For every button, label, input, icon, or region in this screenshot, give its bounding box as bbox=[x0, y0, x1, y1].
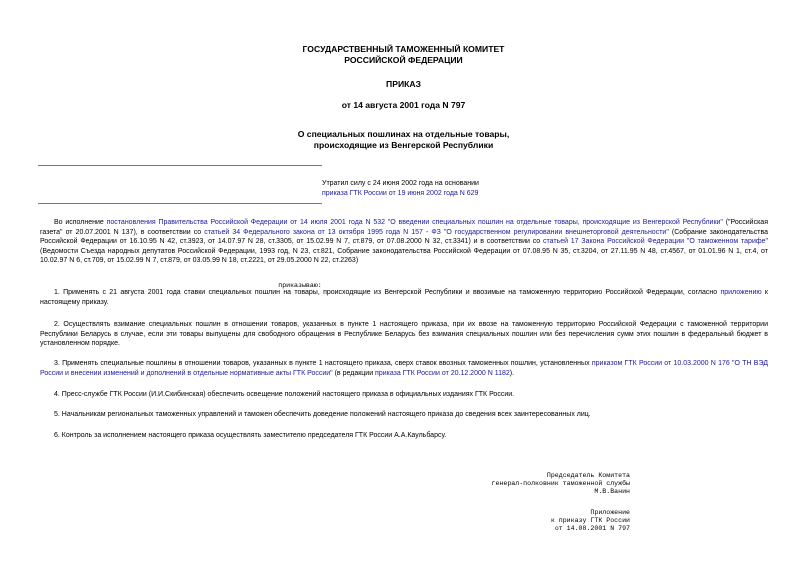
signature-name: М.В.Ванин bbox=[594, 488, 630, 495]
preamble-text-4: (Ведомости Съезда народных депутатов Российской Федерации, 1993 год, N 23, ст.821, Собрание законодательства Российской Федерации от 07.08.95 N 35, ст.3204, от 27.11.95 N 48, ст.4567, от 01.01.96 N 1, ст.4, от 10.02.97 N 6, ст.709, от 15.02.99 N 7, ст.879, от 03.05.99 N 18, ст.2221, от 29.05.2000 N 22, ст.2263) bbox=[40, 247, 768, 264]
item-4-paragraph bbox=[40, 390, 768, 400]
issuer-line-1: ГОСУДАРСТВЕННЫЙ ТАМОЖЕННЫЙ КОМИТЕТ bbox=[302, 44, 505, 54]
preamble-text-1: Во исполнение bbox=[54, 219, 107, 226]
item-1-paragraph bbox=[40, 288, 768, 307]
appendix-link[interactable]: приложению bbox=[720, 289, 762, 296]
federal-law-article-link[interactable]: статьей 34 Федерального закона от 13 октября 1995 года N 157 - ФЗ "О государственном регулировании внешнеторговой деятельности" bbox=[204, 228, 669, 236]
item-6-paragraph bbox=[40, 431, 768, 441]
item-4-text: 4. Пресс-службе ГТК России (И.И.Скибинская) обеспечить освещение положений настоящего приказа в официальных изданиях ГТК России. bbox=[54, 391, 515, 398]
signature-title: Председатель Комитета bbox=[546, 472, 630, 479]
order-1182-link[interactable]: приказа ГТК России от 20.12.2000 N 1182 bbox=[375, 369, 510, 377]
repealed-note bbox=[322, 179, 622, 198]
item-5-text: 5. Начальникам региональных таможенных управлений и таможен обеспечить доведение положений настоящего приказа до сведения всех заинтересованных лиц. bbox=[54, 411, 591, 418]
item-3-text: 3. Применять специальные пошлины в отношении товаров, указанных в пункте 1 настоящего приказа, сверх ставок ввозных таможенных пошлин, установленных bbox=[54, 360, 592, 367]
item-3-mid: (в редакции bbox=[332, 369, 376, 377]
government-decree-link[interactable]: постановления Правительства Российской Федерации от 14 июля 2001 года N 532 "О введении специальных пошлин на отдельные товары, происходящие из Венгерской Республики" bbox=[106, 219, 723, 226]
appendix-block bbox=[480, 509, 630, 533]
document-title-line-1: О специальных пошлинах на отдельные товары, bbox=[297, 129, 510, 139]
item-3-paragraph bbox=[40, 359, 768, 378]
preamble-paragraph bbox=[40, 218, 768, 266]
issuer-line-2: РОССИЙСКОЙ ФЕДЕРАЦИИ bbox=[344, 55, 463, 65]
appendix-date: от 14.08.2001 N 797 bbox=[554, 525, 630, 532]
order-176-link[interactable]: приказом ГТК России от 10.03.2000 N 176 "О ТН ВЭД России и внесении изменений и дополнений в отдельные нормативные акты ГТК России" bbox=[40, 360, 769, 377]
appendix-heading: Приложение bbox=[590, 509, 630, 516]
preamble-text-3: (Собрание законодательства Российской Федерации от 16.10.95 N 42, ст.3923, от 14.07.97 N 28, ст.3305, от 15.02.99 N 7, ст.879, от 07.08.2000 N 32, ст.3341) и в соответствии со bbox=[40, 228, 768, 245]
preamble-text-2: ("Российская газета" от 20.07.2001 N 137), в соответствии со bbox=[40, 219, 768, 236]
document-title-line-2: происходящие из Венгерской Республики bbox=[313, 140, 494, 150]
item-1-tail: к настоящему приказу. bbox=[40, 289, 768, 306]
item-3-tail: ). bbox=[509, 369, 515, 377]
item-5-paragraph bbox=[40, 410, 768, 420]
prikazyvayu-label: приказываю: bbox=[278, 282, 322, 289]
document-date-number: от 14 августа 2001 года N 797 bbox=[341, 100, 466, 110]
separator-top bbox=[38, 165, 322, 166]
customs-tariff-law-link[interactable]: статьей 17 Закона Российской Федерации "О таможенном тарифе" bbox=[542, 238, 768, 245]
repealed-text: Утратил силу с 24 июня 2002 года на основании bbox=[322, 180, 479, 187]
document-type: ПРИКАЗ bbox=[386, 79, 421, 89]
item-2-paragraph bbox=[40, 320, 768, 349]
signature-rank: генерал-полковник таможенной службы bbox=[491, 480, 630, 487]
item-2-text: 2. Осуществлять взимание специальных пошлин в отношении товаров, указанных в пункте 1 настоящего приказа, при их ввозе на таможенную территорию Российской Федерации с таможенной территории Республики Беларусь в случае, если эти товары выпущены для свободного обращения в Республике Беларусь без взимания специальных пошлин или без перечисления сумм этих пошлин в федеральный бюджет в установленном порядке. bbox=[40, 321, 768, 347]
appendix-ref: к приказу ГТК России bbox=[550, 517, 630, 524]
signature-block bbox=[480, 472, 630, 496]
separator-bottom bbox=[38, 203, 322, 204]
repealed-link[interactable]: приказа ГТК России от 19 июня 2002 года N 629 bbox=[322, 189, 479, 197]
item-1-text: 1. Применять с 21 августа 2001 года ставки специальных пошлин на товары, происходящие из Венгерской Республики и ввозимые на таможенную территорию Российской Федерации, согласно bbox=[54, 289, 721, 296]
item-6-text: 6. Контроль за исполнением настоящего приказа осуществлять заместителю председателя ГТК России А.А.Каульбарсу. bbox=[54, 432, 447, 439]
